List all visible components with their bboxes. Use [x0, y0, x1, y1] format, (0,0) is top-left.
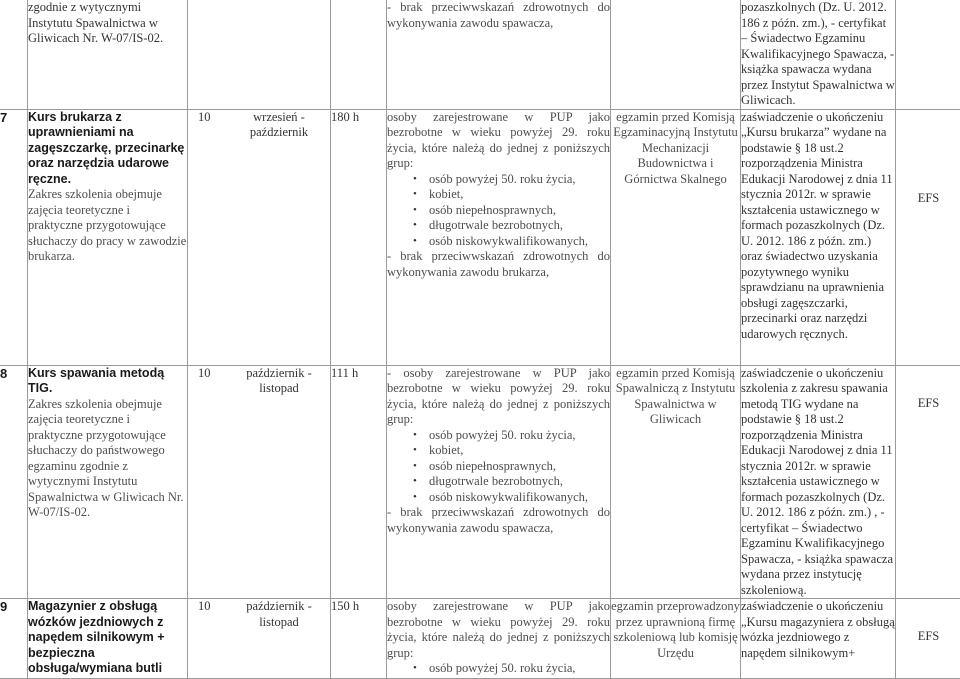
- funding-cell: [896, 109, 960, 365]
- requirements-intro: - brak przeciwwskazań zdrowotnych do wykonywania zawodu spawacza,: [387, 0, 610, 31]
- row-number: 7: [0, 109, 28, 365]
- requirements-cell: [387, 599, 611, 679]
- course-name-cell: [28, 599, 188, 679]
- requirements-outro: - brak przeciwwskazań zdrowotnych do wykonywania zawodu spawacza,: [387, 505, 610, 536]
- table-row: [0, 365, 960, 599]
- requirements-list: [387, 172, 610, 250]
- date-cell: [188, 109, 331, 365]
- documents-cell: zaświadczenie o ukończeniu „Kursu magazyniera z obsługą wózka jezdniowego z napędem silnikowym+: [741, 599, 896, 679]
- date-range: wrzesień - październik: [228, 110, 330, 141]
- row-number: 9: [0, 599, 28, 679]
- participants-count: 10: [188, 599, 224, 615]
- list-item: • osób niskowykwalifikowanych,: [429, 234, 610, 250]
- list-item: • kobiet,: [429, 443, 610, 459]
- list-item: • osób niskowykwalifikowanych,: [429, 490, 610, 506]
- requirements-intro: osoby zarejestrowane w PUP jako bezrobotne w wieku powyżej 29. roku życia, które należą do jednej z poniższych grup:: [387, 110, 610, 172]
- requirements-intro: osoby zarejestrowane w PUP jako bezrobotne w wieku powyżej 29. roku życia, które należą do jednej z poniższych grup:: [387, 599, 610, 661]
- requirements-cell: [387, 0, 611, 109]
- date-cell: [188, 365, 331, 599]
- requirements-list: [387, 428, 610, 506]
- funding-source: EFS: [896, 396, 960, 412]
- documents-cell: zaświadczenie o ukończeniu szkolenia z zakresu spawania metodą TIG wydane na podstawie § 18 ust.2 rozporządzenia Ministra Edukacji Narodowej z dnia 11 stycznia 2012r. w sprawie kształcenia ustawicznego w formach pozaszkolnych (Dz. U. 2012. 186 z późn. zm.) , - certyfikat – Świadectwo Egzaminu Kwalifikacyjnego Spawacza, - książka spawacza wydana przez instytucję szkoleniową.: [741, 365, 896, 599]
- course-name-cell: [28, 0, 188, 109]
- funding-cell: [896, 0, 960, 109]
- requirements-intro: - osoby zarejestrowane w PUP jako bezrobotne w wieku powyżej 29. roku życia, które należą do jednej z poniższych grup:: [387, 366, 610, 428]
- list-item: • długotrwale bezrobotnych,: [429, 474, 610, 490]
- documents-cell: pozaszkolnych (Dz. U. 2012. 186 z późn. zm.), - certyfikat – Świadectwo Egzaminu Kwalifikacyjnego Spawacza, - książka spawacza wydana przez Instytut Spawalnictwa w Gliwicach.: [741, 0, 896, 109]
- hours-cell: 150 h: [331, 599, 387, 679]
- hours-cell: [331, 0, 387, 109]
- course-title: Kurs brukarza z uprawnieniami na zagęszczarkę, przecinarkę oraz narzędzia udarowe ręczne.: [28, 110, 187, 188]
- date-cell: [188, 0, 331, 109]
- exam-cell: [611, 0, 741, 109]
- course-description: Zakres szkolenia obejmuje zajęcia teoretyczne i praktyczne przygotowujące słuchaczy do państwowego egzaminu zgodnie z wytycznymi Instytutu Spawalnictwa w Gliwicach Nr. W-07/IS-02.: [28, 397, 187, 521]
- exam-cell: egzamin przeprowadzony przez uprawnioną firmę szkoleniową lub komisję Urzędu: [611, 599, 741, 679]
- row-number-cell: [0, 0, 28, 109]
- date-cell: [188, 599, 331, 679]
- course-name-cell: [28, 109, 188, 365]
- list-item: • osób niepełnosprawnych,: [429, 203, 610, 219]
- list-item: • osób powyżej 50. roku życia,: [429, 661, 610, 677]
- requirements-outro: - brak przeciwwskazań zdrowotnych do wykonywania zawodu brukarza,: [387, 249, 610, 280]
- hours-cell: 111 h: [331, 365, 387, 599]
- list-item: • osób powyżej 50. roku życia,: [429, 172, 610, 188]
- participants-count: 10: [188, 110, 224, 126]
- exam-cell: egzamin przed Komisją Spawalniczą z Instytutu Spawalnictwa w Gliwicach: [611, 365, 741, 599]
- documents-cell: zaświadczenie o ukończeniu „Kursu brukarza” wydane na podstawie § 18 ust.2 rozporządzenia Ministra Edukacji Narodowej z dnia 11 stycznia 2012r. w sprawie kształcenia ustawicznego w formach pozaszkolnych (Dz. U. 2012. 186 z późn. zm.) oraz świadectwo uzyskania pozytywnego wyniku sprawdzianu na uprawnienia obsługi zagęszczarki, przecinarki oraz narzędzi udarowych ręcznych.: [741, 109, 896, 365]
- list-item: • osób powyżej 50. roku życia,: [429, 428, 610, 444]
- funding-cell: [896, 599, 960, 679]
- requirements-list: [387, 661, 610, 677]
- course-title: Kurs spawania metodą TIG.: [28, 366, 187, 397]
- list-item: • długotrwale bezrobotnych,: [429, 218, 610, 234]
- course-name-cell: [28, 365, 188, 599]
- row-number: 8: [0, 365, 28, 599]
- table-row: [0, 0, 960, 109]
- date-range: październik - listopad: [228, 366, 330, 397]
- funding-cell: [896, 365, 960, 599]
- participants-count: 10: [188, 366, 224, 382]
- course-description: zgodnie z wytycznymi Instytutu Spawalnictwa w Gliwicach Nr. W-07/IS-02.: [28, 0, 187, 47]
- funding-source: EFS: [896, 629, 960, 645]
- list-item: • osób niepełnosprawnych,: [429, 459, 610, 475]
- funding-source: EFS: [896, 191, 960, 207]
- course-description: Zakres szkolenia obejmuje zajęcia teoretyczne i praktyczne przygotowujące słuchaczy do pracy w zawodzie brukarza.: [28, 187, 187, 265]
- table-row: [0, 599, 960, 679]
- table-row: [0, 109, 960, 365]
- exam-cell: egzamin przed Komisją Egzaminacyjną Instytutu Mechanizacji Budownictwa i Górnictwa Skalnego: [611, 109, 741, 365]
- list-item: • kobiet,: [429, 187, 610, 203]
- requirements-cell: [387, 365, 611, 599]
- course-title: Magazynier z obsługą wózków jezdniowych z napędem silnikowym + bezpieczna obsługa/wymiana butli: [28, 599, 187, 677]
- requirements-cell: [387, 109, 611, 365]
- date-range: październik - listopad: [228, 599, 330, 630]
- hours-cell: 180 h: [331, 109, 387, 365]
